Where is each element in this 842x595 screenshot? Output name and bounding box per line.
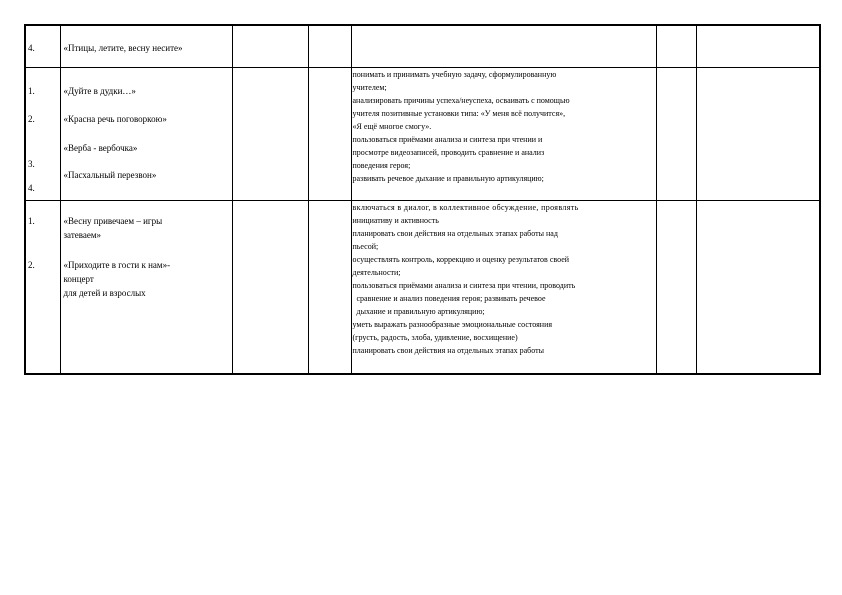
number-cell [25,200,60,374]
activities-cell [351,25,656,67]
activity-line: осуществлять контроль, коррекцию и оценку результатов своей [352,254,570,264]
activities-cell [351,200,656,374]
activity-line: пользоваться приёмами анализа и синтеза при чтении и [352,134,543,144]
table-row [25,67,820,200]
topic-title: «Верба - вербочка» [63,142,138,153]
topic-title: «Дуйте в дудки…» [63,85,136,96]
empty-cell [232,200,308,374]
activity-line: «Я ещё многое смогу». [352,121,432,131]
activity-line: инициативу и активность [352,215,439,225]
empty-cell [232,67,308,200]
item-number: 4. [28,182,35,193]
empty-cell [696,25,820,67]
activity-line: учителя позитивные установки типа: «У меня всё получится», [352,108,566,118]
activity-line: уметь выражать разнообразные эмоциональные состояния [352,319,553,329]
item-number: 3. [28,158,35,169]
empty-cell [308,200,351,374]
activities-cell [351,67,656,200]
activity-line: планировать свои действия на отдельных этапах работы [352,345,545,355]
topic-cell [60,25,232,67]
activity-line: сравнение и анализ поведения героя; развивать речевое [356,293,546,303]
item-number: 1. [28,85,35,96]
activity-line: пользоваться приёмами анализа и синтеза при чтении, проводить [352,280,576,290]
number-cell [25,25,60,67]
empty-cell [308,67,351,200]
empty-cell [232,25,308,67]
item-number: 4. [28,43,35,53]
empty-cell [656,200,696,374]
topic-cell [60,67,232,200]
activity-line: дыхание и правильную артикуляцию; [356,306,485,316]
activity-line: просмотре видеозаписей, проводить сравнение и анализ [352,147,545,157]
topic-title: концерт [63,273,94,284]
topic-title: затеваем» [63,229,102,240]
empty-cell [696,67,820,200]
table-row [25,25,820,67]
number-cell [25,67,60,200]
topic-title: «Птицы, летите, весну несите» [63,43,183,53]
activity-line: анализировать причины успеха/неуспеха, осваивать с помощью [352,95,570,105]
activity-line: планировать свои действия на отдельных этапах работы над [352,228,558,238]
activity-line: (грусть, радость, злоба, удивление, восхищение) [352,332,518,342]
empty-cell [308,25,351,67]
item-number: 2. [28,113,35,124]
table-row [25,200,820,374]
activity-line: пьесой; [352,241,379,251]
topic-title: «Приходите в гости к нам»- [63,259,171,270]
empty-cell [656,67,696,200]
activity-line: включаться в диалог, в коллективное обсуждение, проявлять [352,202,579,212]
activity-line: учителем; [352,82,387,92]
activity-line: понимать и принимать учебную задачу, сформулированную [352,69,557,79]
activity-line: деятельности; [352,267,401,277]
item-number: 2. [28,259,35,270]
activity-line: поведения героя; [352,160,411,170]
item-number: 1. [28,215,35,226]
lesson-plan-table [24,24,821,375]
empty-cell [656,25,696,67]
topic-title: «Весну привечаем – игры [63,215,163,226]
topic-cell [60,200,232,374]
topic-title: «Пасхальный перезвон» [63,169,157,180]
topic-title: «Красна речь поговоркою» [63,113,167,124]
topic-title: для детей и взрослых [63,287,146,298]
empty-cell [696,200,820,374]
activity-line: развивать речевое дыхание и правильную артикуляцию; [352,173,544,183]
